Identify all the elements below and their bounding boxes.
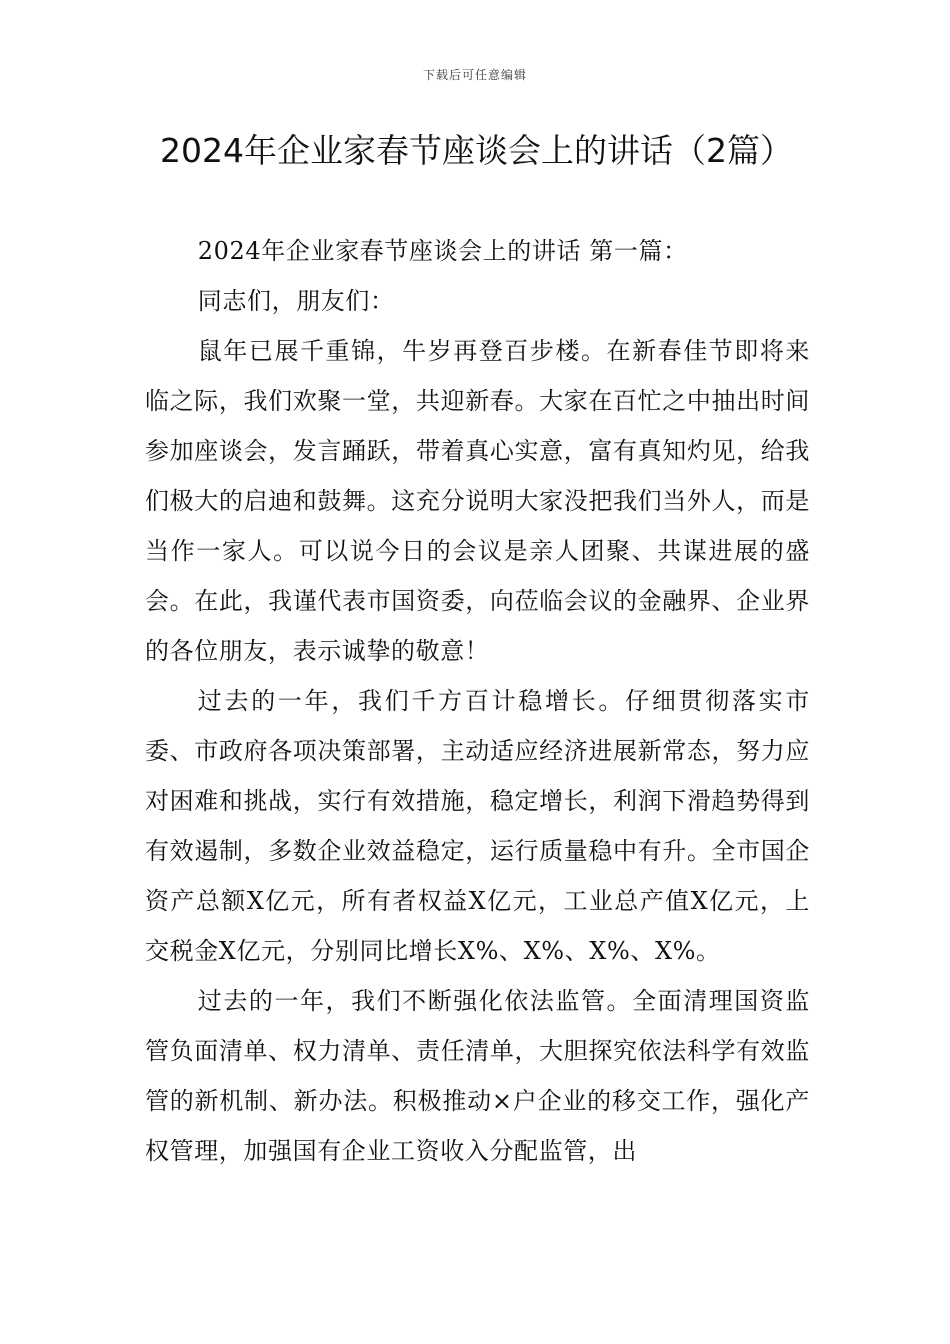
paragraph-1: 鼠年已展千重锦，牛岁再登百步楼。在新春佳节即将来临之际，我们欢聚一堂，共迎新春。大家在百忙之中抽出时间参加座谈会，发言踊跃，带着真心实意，富有真知灼见，给我们极大的启迪和鼓舞。这充分说明大家没把我们当外人，而是当作一家人。可以说今日的会议是亲人团聚、共谋进展的盛会。在此，我谨代表市国资委，向莅临会议的金融界、企业界的各位朋友，表示诚挚的敬意！ [145,337,810,665]
document-body [145,226,810,1176]
header-note: 下载后可任意编辑 [422,68,527,82]
paragraph-2: 过去的一年，我们千方百计稳增长。仔细贯彻落实市委、市政府各项决策部署，主动适应经济进展新常态，努力应对困难和挑战，实行有效措施，稳定增长，利润下滑趋势得到有效遏制，多数企业效益稳定，运行质量稳中有升。全市国企资产总额X亿元，所有者权益X亿元，工业总产值X亿元，上交税金X亿元，分别同比增长X%、X%、X%、X%。 [145,687,810,965]
paragraph-3: 过去的一年，我们不断强化依法监管。全面清理国资监管负面清单、权力清单、责任清单，大胆探究依法科学有效监管的新机制、新办法。积极推动×户企业的移交工作，强化产权管理，加强国有企业工资收入分配监管，出 [145,987,810,1165]
document-title: 2024年企业家春节座谈会上的讲话（2篇） [160,131,793,170]
salutation: 同志们，朋友们： [197,287,395,315]
document-subtitle: 2024年企业家春节座谈会上的讲话 第一篇： [197,237,688,265]
